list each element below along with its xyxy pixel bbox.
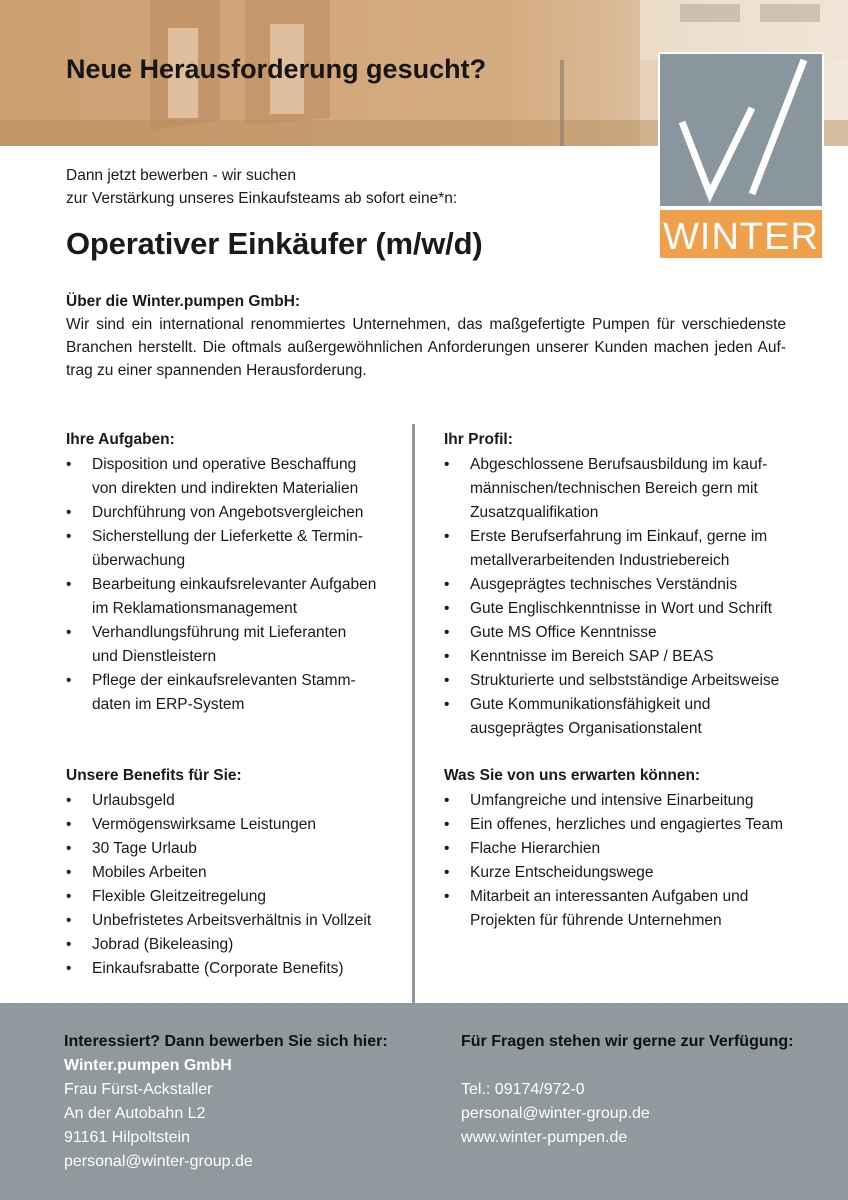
- about-text: Wir sind ein international renommiertes Unternehmen, das maßgefertigte Pumpen für verschiedenste Branchen herstellt. Die oftmals außergewöhnlichen Anforderungen unserer Kunden machen jeden Auftrag zu einer spannenden Herausforderung.: [66, 316, 786, 379]
- list-item: • Gute Kommunikationsfähigkeit und ausgeprägtes Organisationstalent: [444, 693, 794, 741]
- list-item: • Kurze Entscheidungswege: [444, 861, 804, 885]
- phone-number[interactable]: Tel.: 09174/972-0: [461, 1081, 585, 1098]
- city-address: 91161 Hilpoltstein: [64, 1129, 191, 1146]
- intro-text: [66, 164, 457, 210]
- list-item: • Flache Hierarchien: [444, 837, 804, 861]
- profile-section: [444, 428, 794, 741]
- application-contact: [64, 1030, 388, 1174]
- page-headline: Neue Herausforderung gesucht?: [66, 54, 487, 84]
- tasks-section: [66, 428, 396, 717]
- list-item: • Unbefristetes Arbeitsverhältnis in Vollzeit: [66, 909, 396, 933]
- list-item: • Strukturierte und selbstständige Arbeitsweise: [444, 669, 794, 693]
- logo-wordmark: WINTER: [663, 216, 819, 258]
- list-item: • Abgeschlossene Berufsausbildung im kauf- männischen/technischen Bereich gern mit Zusatzqualifikation: [444, 453, 794, 525]
- about-heading: Über die Winter.pumpen GmbH:: [66, 293, 301, 310]
- questions-email-link[interactable]: personal@winter-group.de: [461, 1105, 650, 1122]
- about-section: [66, 290, 786, 382]
- website-link[interactable]: www.winter-pumpen.de: [461, 1129, 628, 1146]
- intro-line-2: zur Verstärkung unseres Einkaufsteams ab sofort eine*n:: [66, 190, 458, 207]
- list-item: • Durchführung von Angebotsvergleichen: [66, 501, 396, 525]
- list-item: • Ausgeprägtes technisches Verständnis: [444, 573, 794, 597]
- questions-heading: Für Fragen stehen wir gerne zur Verfügung:: [461, 1033, 794, 1050]
- list-item: • Gute MS Office Kenntnisse: [444, 621, 794, 645]
- benefits-section: [66, 764, 396, 981]
- list-item: • Vermögenswirksame Leistungen: [66, 813, 396, 837]
- list-item: • 30 Tage Urlaub: [66, 837, 396, 861]
- list-item: • Pflege der einkaufsrelevanten Stamm- daten im ERP-System: [66, 669, 396, 717]
- questions-contact: [461, 1030, 793, 1150]
- list-item: • Urlaubsgeld: [66, 789, 396, 813]
- spacer-line: [461, 1054, 793, 1078]
- application-heading: Interessiert? Dann bewerben Sie sich hier:: [64, 1033, 388, 1050]
- company-name: Winter.pumpen GmbH: [64, 1057, 232, 1074]
- list-item: • Bearbeitung einkaufsrelevanter Aufgaben im Reklamationsmanagement: [66, 573, 396, 621]
- expectations-list: [444, 789, 804, 933]
- list-item: • Erste Berufserfahrung im Einkauf, gerne im metallverarbeitenden Industriebereich: [444, 525, 794, 573]
- list-item: • Mitarbeit an interessanten Aufgaben und Projekten für führende Unternehmen: [444, 885, 804, 933]
- benefits-heading: Unsere Benefits für Sie:: [66, 767, 242, 784]
- benefits-list: [66, 789, 396, 981]
- list-item: • Flexible Gleitzeitregelung: [66, 885, 396, 909]
- job-title: Operativer Einkäufer (m/w/d): [66, 226, 483, 261]
- list-item: • Kenntnisse im Bereich SAP / BEAS: [444, 645, 794, 669]
- expectations-section: [444, 764, 804, 933]
- list-item: • Verhandlungsführung mit Lieferanten und Dienstleistern: [66, 621, 396, 669]
- column-divider: [412, 424, 415, 1004]
- list-item: • Einkaufsrabatte (Corporate Benefits): [66, 957, 396, 981]
- contact-person: Frau Fürst-Ackstaller: [64, 1081, 213, 1098]
- tasks-list: [66, 453, 396, 717]
- intro-line-1: Dann jetzt bewerben - wir suchen: [66, 167, 297, 184]
- list-item: • Umfangreiche und intensive Einarbeitung: [444, 789, 804, 813]
- tasks-heading: Ihre Aufgaben:: [66, 431, 175, 448]
- list-item: • Sicherstellung der Lieferkette & Termin- überwachung: [66, 525, 396, 573]
- contact-footer: [0, 1003, 848, 1200]
- list-item: • Ein offenes, herzliches und engagiertes Team: [444, 813, 804, 837]
- list-item: • Jobrad (Bikeleasing): [66, 933, 396, 957]
- profile-list: [444, 453, 794, 741]
- list-item: • Gute Englischkenntnisse in Wort und Schrift: [444, 597, 794, 621]
- list-item: • Disposition und operative Beschaffung von direkten und indirekten Materialien: [66, 453, 396, 501]
- expectations-heading: Was Sie von uns erwarten können:: [444, 767, 701, 784]
- street-address: An der Autobahn L2: [64, 1105, 206, 1122]
- winter-logo: [658, 52, 824, 260]
- profile-heading: Ihr Profil:: [444, 431, 513, 448]
- list-item: • Mobiles Arbeiten: [66, 861, 396, 885]
- application-email-link[interactable]: personal@winter-group.de: [64, 1153, 253, 1170]
